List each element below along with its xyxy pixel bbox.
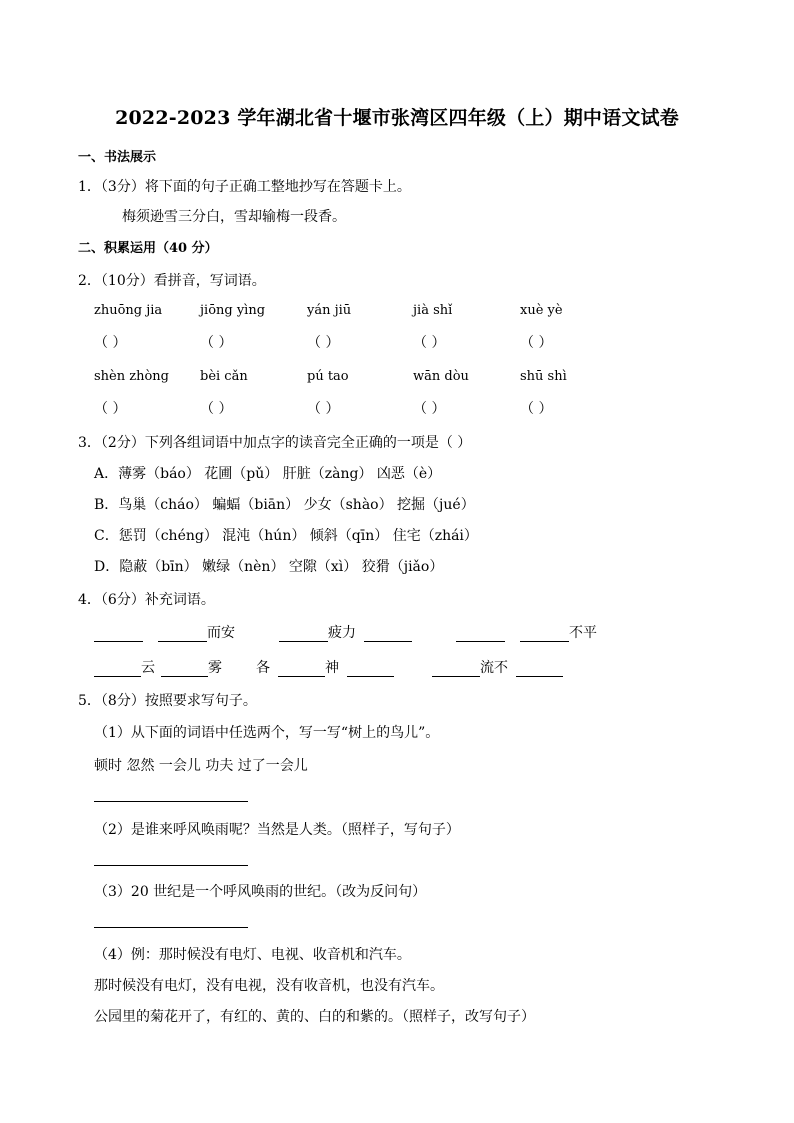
page-title: 2022-2023 学年湖北省十堰市张湾区四年级（上）期中语文试卷 — [115, 107, 679, 129]
fill-blank[interactable] — [279, 627, 328, 642]
question-5-sub-3: （3）20 世纪是一个呼风唤雨的世纪。（改为反问句） — [94, 884, 427, 900]
answer-line[interactable] — [94, 865, 248, 866]
fill-blank[interactable] — [158, 627, 207, 642]
answer-blank[interactable]: （ ） — [307, 335, 340, 351]
question-4-stem: 4．（6分）补充词语。 — [78, 592, 215, 608]
answer-blank[interactable]: （ ） — [307, 401, 340, 417]
question-5-stem: 5．（8分）按照要求写句子。 — [78, 693, 257, 709]
answer-blank[interactable]: （ ） — [413, 335, 446, 351]
fill-blank[interactable] — [364, 627, 412, 642]
question-5-sub-2: （2）是谁来呼风唤雨呢？当然是人类。（照样子，写句子） — [94, 822, 460, 838]
pinyin-item: zhuōng jia — [94, 303, 163, 318]
question-1-stem: 1．（3分）将下面的句子正确工整地抄写在答题卡上。 — [78, 179, 411, 195]
answer-blank[interactable]: （ ） — [520, 401, 553, 417]
pinyin-item: jià shǐ — [413, 303, 453, 318]
word-list: 顿时 忽然 一会儿 功夫 过了一会儿 — [94, 758, 308, 774]
pinyin-item: pú tao — [307, 369, 349, 384]
idiom-text: 雾 — [208, 660, 222, 676]
fill-blank[interactable] — [278, 662, 325, 677]
fill-blank[interactable] — [516, 662, 563, 677]
answer-blank[interactable]: （ ） — [520, 335, 553, 351]
idiom-text: 各 — [256, 660, 270, 676]
pinyin-item: bèi cǎn — [200, 369, 248, 384]
answer-line[interactable] — [94, 927, 248, 928]
section-1-heading: 一、书法展示 — [78, 150, 157, 165]
option-b[interactable]: B．鸟巢（cháo） 蝙蝠（biān） 少女（shào） 挖掘（jué） — [94, 497, 475, 513]
answer-line[interactable] — [94, 801, 248, 802]
idiom-text: 云 — [141, 660, 155, 676]
option-d[interactable]: D．隐蔽（bīn） 嫩绿（nèn） 空隙（xì） 狡猾（jiǎo） — [94, 559, 444, 575]
answer-blank[interactable]: （ ） — [94, 401, 127, 417]
answer-blank[interactable]: （ ） — [200, 335, 233, 351]
fill-blank[interactable] — [161, 662, 208, 677]
fill-blank[interactable] — [94, 662, 141, 677]
pinyin-item: shū shì — [520, 369, 567, 384]
example-sentence: 那时候没有电灯，没有电视，没有收音机，也没有汽车。 — [94, 978, 444, 994]
section-2-heading: 二、积累运用（40 分） — [78, 241, 218, 256]
idiom-text: 流不 — [480, 660, 508, 676]
idiom-text: 不平 — [569, 625, 597, 641]
idiom-text: 疲力 — [328, 625, 356, 641]
pinyin-item: shèn zhòng — [94, 369, 169, 384]
pinyin-item: wān dòu — [413, 369, 469, 384]
rewrite-task: 公园里的菊花开了，有红的、黄的、白的和紫的。（照样子，改写句子） — [94, 1009, 535, 1025]
idiom-text: 而安 — [207, 625, 235, 641]
pinyin-item: xuè yè — [520, 303, 563, 318]
fill-blank[interactable] — [94, 627, 143, 642]
option-c[interactable]: C．惩罚（chéng） 混沌（hún） 倾斜（qīn） 住宅（zhái） — [94, 528, 478, 544]
answer-blank[interactable]: （ ） — [200, 401, 233, 417]
question-2-stem: 2．（10分）看拼音，写词语。 — [78, 273, 266, 289]
fill-blank[interactable] — [432, 662, 480, 677]
pinyin-item: jiōng yìng — [200, 303, 266, 318]
question-5-sub-4: （4）例：那时候没有电灯、电视、收音机和汽车。 — [94, 947, 411, 963]
idiom-row-2 — [94, 657, 563, 677]
fill-blank[interactable] — [520, 627, 569, 642]
question-5-sub-1: （1）从下面的词语中任选两个，写一写“树上的鸟儿”。 — [94, 725, 440, 741]
question-3-stem: 3．（2分）下列各组词语中加点字的读音完全正确的一项是（ ） — [78, 435, 472, 451]
question-1-sentence: 梅须逊雪三分白，雪却输梅一段香。 — [122, 209, 346, 225]
idiom-text: 神 — [325, 660, 339, 676]
answer-blank[interactable]: （ ） — [413, 401, 446, 417]
answer-blank[interactable]: （ ） — [94, 335, 127, 351]
option-a[interactable]: A．薄雾（báo） 花圃（pǔ） 肝脏（zàng） 凶恶（è） — [94, 466, 442, 482]
fill-blank[interactable] — [456, 627, 505, 642]
fill-blank[interactable] — [347, 662, 394, 677]
idiom-row-1 — [94, 622, 597, 642]
pinyin-item: yán jiū — [307, 303, 352, 318]
